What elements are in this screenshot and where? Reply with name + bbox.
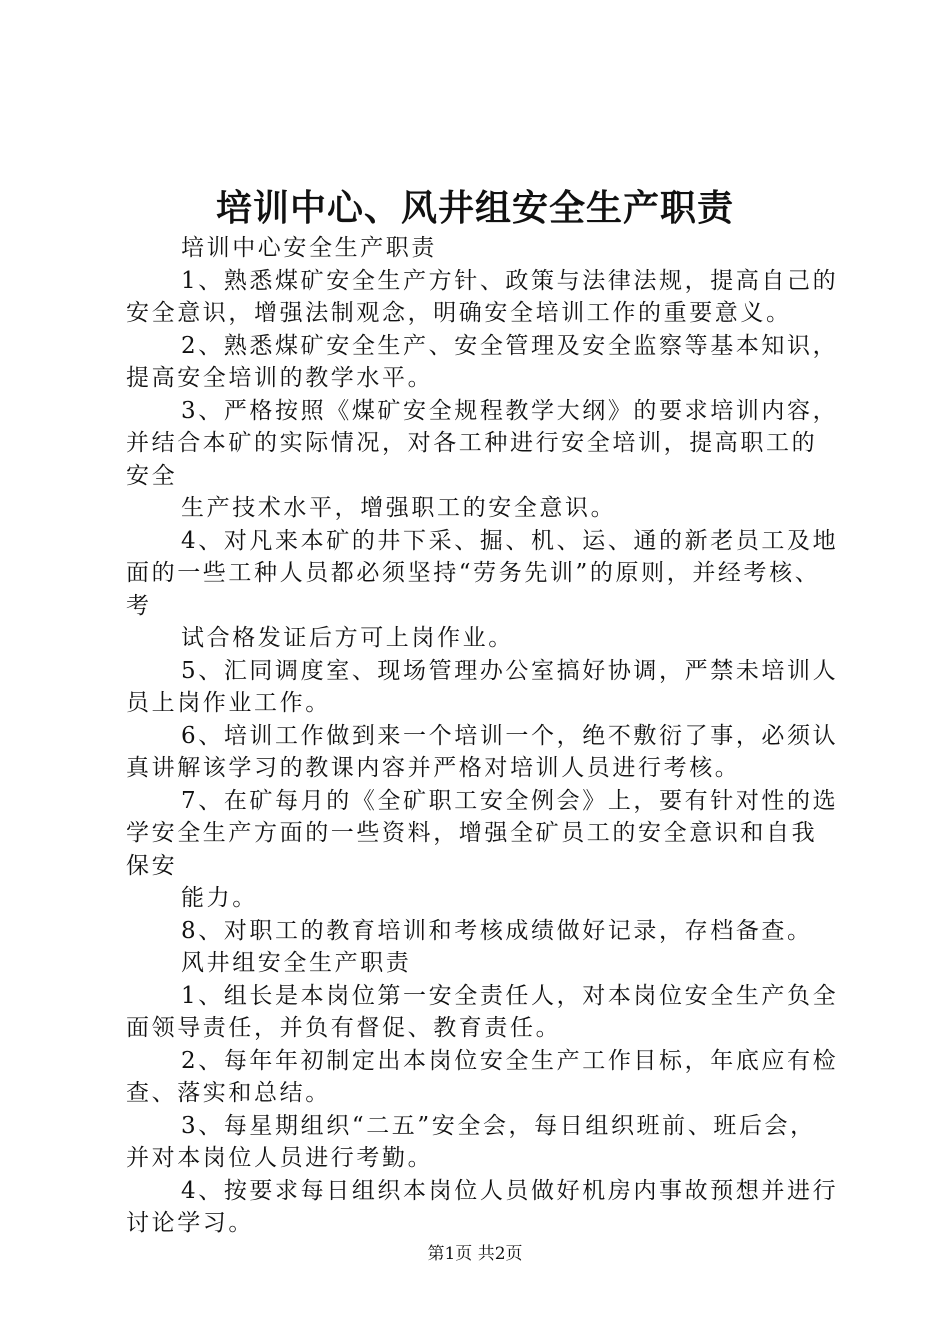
text-line: 讨论学习。	[126, 1210, 254, 1236]
text-line: 2、每年年初制定出本岗位安全生产工作目标，年底应有检	[181, 1047, 839, 1074]
text-line: 并对本岗位人员进行考勤。	[126, 1145, 434, 1171]
text-line: 保安	[126, 852, 178, 879]
text-line: 2、熟悉煤矿安全生产、安全管理及安全监察等基本知识，	[181, 332, 839, 359]
text-line: 员上岗作业工作。	[126, 690, 331, 716]
text-line: 4、按要求每日组织本岗位人员做好机房内事故预想并进行	[181, 1177, 839, 1204]
text-line: 试合格发证后方可上岗作业。	[181, 625, 514, 651]
text-line: 1、组长是本岗位第一安全责任人，对本岗位安全生产负全	[181, 982, 839, 1009]
text-line: 真讲解该学习的教课内容并严格对培训人员进行考核。	[126, 755, 741, 781]
text-line: 查、落实和总结。	[126, 1080, 331, 1106]
text-line: 培训中心安全生产职责	[181, 235, 437, 261]
text-line: 3、每星期组织“二五”安全会，每日组织班前、班后会，	[181, 1112, 816, 1139]
text-line: 提高安全培训的教学水平。	[126, 365, 434, 391]
text-line: 面的一些工种人员都必须坚持“劳务先训”的原则，并经考核、	[126, 560, 821, 586]
document-title: 培训中心、风井组安全生产职责	[215, 187, 734, 229]
text-line: 能力。	[181, 885, 258, 911]
text-line: 8、对职工的教育培训和考核成绩做好记录，存档备查。	[181, 917, 813, 944]
text-line: 安全	[126, 462, 178, 489]
text-line: 3、严格按照《煤矿安全规程教学大纲》的要求培训内容，	[181, 397, 839, 424]
text-line: 面领导责任，并负有督促、教育责任。	[126, 1015, 562, 1041]
text-line: 并结合本矿的实际情况，对各工种进行安全培训，提高职工的	[126, 430, 818, 456]
text-line: 6、培训工作做到来一个培训一个，绝不敷衍了事，必须认	[181, 722, 839, 749]
text-line: 安全意识，增强法制观念，明确安全培训工作的重要意义。	[126, 300, 792, 326]
text-line: 学安全生产方面的一些资料，增强全矿员工的安全意识和自我	[126, 820, 818, 846]
text-line: 4、对凡来本矿的井下采、掘、机、运、通的新老员工及地	[181, 527, 839, 554]
text-line: 生产技术水平，增强职工的安全意识。	[181, 495, 617, 521]
text-line: 7、在矿每月的《全矿职工安全例会》上，要有针对性的选	[181, 787, 839, 814]
text-line: 5、汇同调度室、现场管理办公室搞好协调，严禁未培训人	[181, 657, 839, 684]
document-body	[126, 232, 846, 1240]
text-line: 考	[126, 592, 152, 619]
text-line: 风井组安全生产职责	[181, 950, 412, 976]
text-line: 1、熟悉煤矿安全生产方针、政策与法律法规，提高自己的	[181, 267, 839, 294]
page-footer: 第1页 共2页	[427, 1244, 523, 1264]
